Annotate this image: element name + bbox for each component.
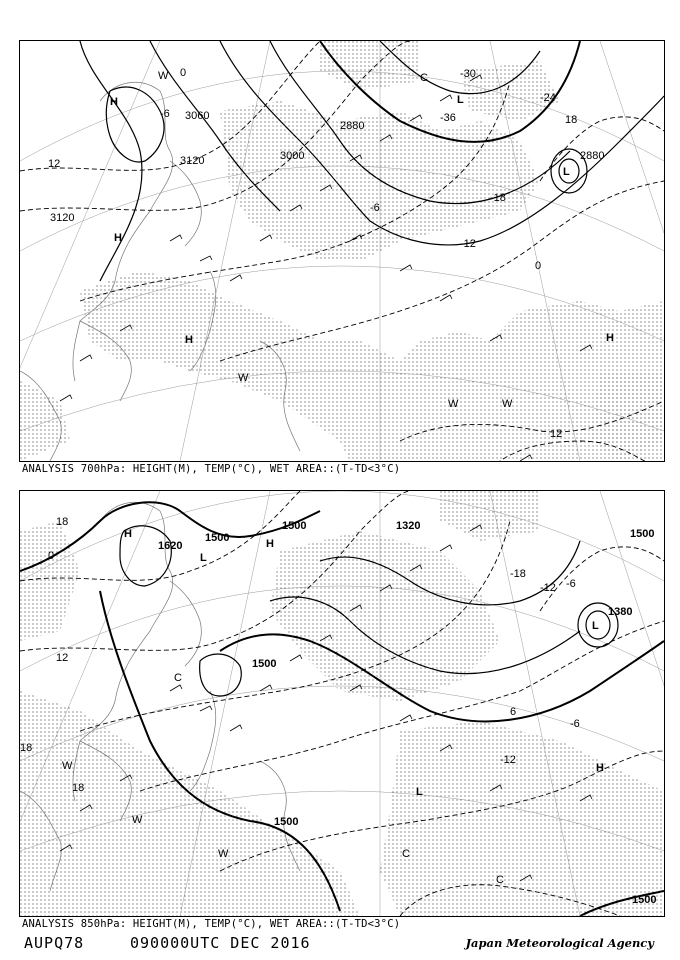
high-pressure-symbol: H [606,332,614,344]
temp-label: 0 [48,550,55,562]
height-label: 3000 [280,150,305,162]
temp-label: 0 [180,67,187,79]
agency-name: Japan Meteorological Agency [465,936,654,950]
height-label: 1620 [158,540,183,552]
temp-label: -6 [566,578,576,590]
warm-mark: W [132,814,143,826]
high-pressure-symbol: H [124,528,132,540]
temp-label: 18 [565,114,578,126]
cold-mark: C [174,672,182,684]
analysis-time: 090000UTC DEC 2016 [130,934,311,952]
temp-label: 12 [56,652,69,664]
temp-label: 18 [20,742,33,754]
temp-label: 18 [56,516,69,528]
warm-mark: W [158,70,169,82]
height-label: 1500 [630,528,655,540]
warm-mark: W [62,760,73,772]
temp-label: -30 [460,68,476,80]
temp-label: 0 [535,260,542,272]
height-label: 1380 [608,606,633,618]
chart-700hpa-caption: ANALYSIS 700hPa: HEIGHT(M), TEMP(°C), WET AREA::(T-TD<3°C) [22,463,401,475]
chart-850hpa-caption: ANALYSIS 850hPa: HEIGHT(M), TEMP(°C), WET AREA::(T-TD<3°C) [22,918,401,930]
height-label: 1500 [282,520,307,532]
high-pressure-symbol: H [266,538,274,550]
temp-label: -12 [500,754,516,766]
high-pressure-symbol: H [110,96,118,108]
low-pressure-symbol: L [200,552,207,564]
warm-mark: W [218,848,229,860]
cold-mark: C [420,72,428,84]
temp-label: 6 [510,706,517,718]
temp-label: -12 [460,238,476,250]
high-pressure-symbol: H [185,334,193,346]
height-label: 3120 [180,155,205,167]
height-label: 3120 [50,212,75,224]
height-label: 2880 [580,150,605,162]
warm-mark: W [448,398,459,410]
height-label: 2880 [340,120,365,132]
temp-label: -6 [370,202,380,214]
temp-label: -24 [540,92,556,104]
chart-700hpa [19,40,665,462]
temp-label: -12 [540,582,556,594]
low-pressure-symbol: L [563,166,570,178]
height-label: 3060 [185,110,210,122]
height-label: 1500 [274,816,299,828]
cold-mark: C [496,874,504,886]
temp-label: -6 [570,718,580,730]
chart-850hpa [19,490,665,917]
high-pressure-symbol: H [114,232,122,244]
warm-mark: W [238,372,249,384]
low-pressure-symbol: L [416,786,423,798]
chart-700hpa-map [20,41,664,461]
chart-850hpa-map [20,491,664,916]
temp-label: -18 [490,192,506,204]
temp-label: 12 [48,158,61,170]
temp-label: 12 [550,428,563,440]
temp-label: 18 [72,782,85,794]
height-label: 1500 [252,658,277,670]
chart-code: AUPQ78 [24,934,85,952]
low-pressure-symbol: L [592,620,599,632]
high-pressure-symbol: H [596,762,604,774]
low-pressure-symbol: L [457,94,464,106]
temp-label: -18 [510,568,526,580]
temp-label: -6 [160,108,170,120]
cold-mark: C [402,848,410,860]
height-label: 1320 [396,520,421,532]
temp-label: -36 [440,112,456,124]
warm-mark: W [502,398,513,410]
height-label: 1500 [205,532,230,544]
height-label: 1500 [632,894,657,906]
